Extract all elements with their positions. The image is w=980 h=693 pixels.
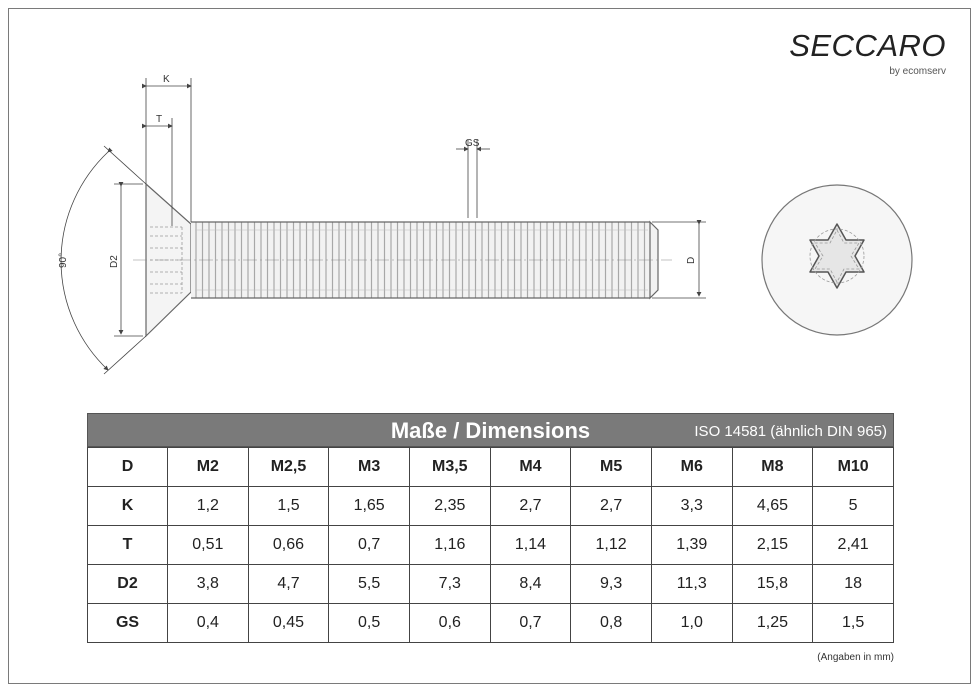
label-d2: D2 [109,255,120,268]
table-cell: 0,51 [168,526,249,565]
table-cell: 5,5 [329,565,410,604]
torx-recess-view [762,185,912,335]
table-cell: 2,7 [571,487,652,526]
table-cell: 2,15 [732,526,813,565]
table-cell: 1,12 [571,526,652,565]
table-cell: 15,8 [732,565,813,604]
table-cell: 0,7 [490,604,571,643]
table-cell: 1,25 [732,604,813,643]
table-cell: 9,3 [571,565,652,604]
table-cell: 2,7 [490,487,571,526]
table-cell: 0,7 [329,526,410,565]
table-cell: 0,45 [248,604,329,643]
table-cell: M3,5 [409,448,490,487]
table-cell: 1,5 [248,487,329,526]
table-cell: 8,4 [490,565,571,604]
table-cell: 1,16 [409,526,490,565]
table-cell: 3,8 [168,565,249,604]
table-row [88,526,894,565]
row-label: T [88,526,168,565]
table-cell: M5 [571,448,652,487]
table-cell: M4 [490,448,571,487]
label-k: K [163,74,170,85]
table-cell: 0,4 [168,604,249,643]
table-cell: 7,3 [409,565,490,604]
table-cell: 11,3 [651,565,732,604]
table-row [88,448,894,487]
table-standard: ISO 14581 (ähnlich DIN 965) [694,423,887,440]
dimension-gs [456,140,490,218]
table-cell: 0,5 [329,604,410,643]
label-angle: 90° [58,252,69,268]
table-cell: 0,8 [571,604,652,643]
table-cell: 2,35 [409,487,490,526]
table-cell: M8 [732,448,813,487]
table-cell: M3 [329,448,410,487]
table-cell: 0,6 [409,604,490,643]
units-note: (Angaben in mm) [817,652,894,663]
brand-name: SECCARO [789,28,946,63]
table-cell: 1,2 [168,487,249,526]
table-cell: 1,14 [490,526,571,565]
table-cell: M2 [168,448,249,487]
table-cell: M6 [651,448,732,487]
table-cell: 4,65 [732,487,813,526]
table-cell: M10 [813,448,894,487]
dimensions-table [87,447,894,643]
row-label: D [88,448,168,487]
table-cell: 2,41 [813,526,894,565]
table-cell: 1,0 [651,604,732,643]
table-title: Maße / Dimensions [390,418,591,443]
row-label: K [88,487,168,526]
table-cell: 4,7 [248,565,329,604]
table-cell: 3,3 [651,487,732,526]
table-row [88,487,894,526]
table-row [88,565,894,604]
row-label: GS [88,604,168,643]
dimension-d [652,222,706,298]
table-cell: 18 [813,565,894,604]
dimensions-table-section [87,413,894,663]
table-cell: 1,39 [651,526,732,565]
label-d: D [686,256,697,264]
table-cell: 1,5 [813,604,894,643]
brand-subtitle: by ecomserv [889,66,946,77]
table-cell: 5 [813,487,894,526]
table-cell: 0,66 [248,526,329,565]
table-cell: 1,65 [329,487,410,526]
row-label: D2 [88,565,168,604]
table-row [88,604,894,643]
label-t: T [156,114,163,125]
table-cell: M2,5 [248,448,329,487]
table-header [87,413,894,447]
label-gs: GS [465,138,480,149]
